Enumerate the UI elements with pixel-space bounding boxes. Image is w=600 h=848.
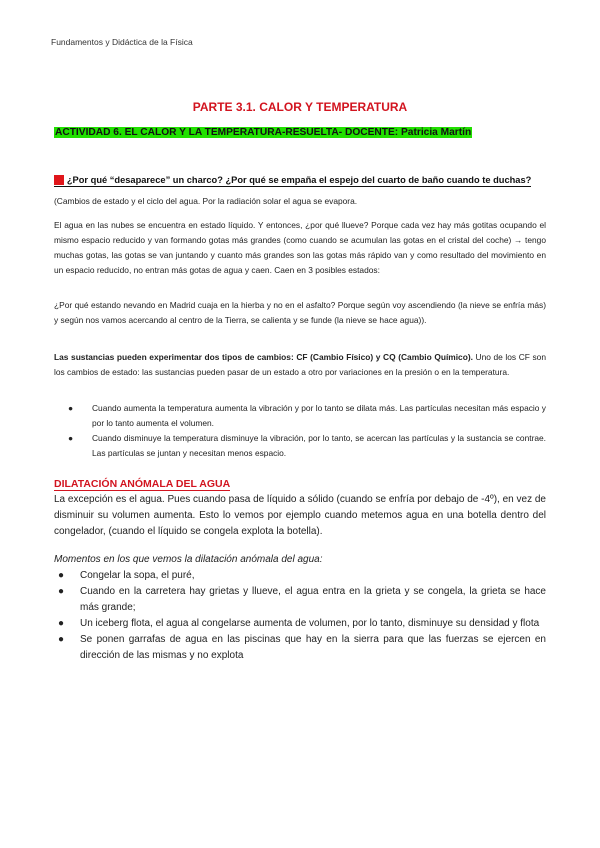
paragraph-changes-rest: Uno de los CF son los cambios de estado: las sustancias pueden pasar de un estado a otro por variaciones en la presión o en la temperatura. — [54, 352, 546, 377]
paragraph-changes-bold: Las sustancias pueden experimentar dos tipos de cambios: CF (Cambio Físico) y CQ (Cambio Químico). — [54, 352, 473, 362]
section-heading: DILATACIÓN ANÓMALA DEL AGUA — [54, 478, 231, 490]
list-item: ● Cuando aumenta la temperatura aumenta la vibración y por lo tanto se dilata más. Las partículas necesitan más espacio y por lo tanto aumenta el volumen. — [68, 403, 546, 428]
paragraph-snow: ¿Por qué estando nevando en Madrid cuaja en la hierba y no en el asfalto? Porque según voy ascendiendo (la nieve se enfría más) y según nos vamos acercando al centro de la Tierra, se calienta y se funde (la nieve se hace agua)). — [54, 300, 546, 325]
paragraph-water-cycle: (Cambios de estado y el ciclo del agua. Por la radiación solar el agua se evapora. — [54, 196, 358, 206]
paragraph-changes — [54, 350, 546, 380]
list-item: ● Congelar la sopa, el puré, — [54, 568, 546, 584]
question-heading — [54, 174, 531, 187]
question-text: ¿Por qué “desaparece” un charco? ¿Por qué se empaña el espejo del cuarto de baño cuando te duchas? — [66, 175, 532, 185]
page-title: PARTE 3.1. CALOR Y TEMPERATURA — [192, 100, 408, 114]
question-marker: a) — [55, 175, 64, 185]
paragraph-rain: El agua en las nubes se encuentra en estado líquido. Y entonces, ¿por qué llueve? Porque cada vez hay más gotitas ocupando el mismo espacio reducido y van formando gotas más grandes (como cuando se acumulan las gotas en el cristal del coche) → tengo muchas gotas, las gotas se van juntando y cuanto más grandes son las gotas más rápido van y como resultado del movimiento en un espacio reducido, no entran más gotas de agua y caen. Caen en 3 posibles estados: — [54, 220, 546, 275]
list-item: ● Cuando disminuye la temperatura disminuye la vibración, por lo tanto, se acercan las partículas y la sustancia se contrae. Las partículas se juntan y necesitan menos espacio. — [68, 433, 546, 458]
bullet-icon: ● — [58, 618, 65, 629]
list-item: ● Se ponen garrafas de agua en las piscinas que hay en la sierra para que las fuerzas se ejercen en dirección de las mismas y no explota — [58, 634, 546, 661]
running-header: Fundamentos y Didáctica de la Física — [51, 37, 193, 47]
list-item: ● Un iceberg flota, el agua al congelarse aumenta de volumen, por lo tanto, disminuye su densidad y flota — [54, 616, 546, 632]
bullet-icon: ● — [68, 433, 74, 443]
section-intro: La excepción es el agua. Pues cuando pasa de líquido a sólido (cuando se enfría por debajo de -4º), en vez de disminuir su volumen aumenta. Esto lo vemos por ejemplo cuando metemos agua en una botella dentro del congelador, (cuando el líquido se congela explota la botella). — [54, 494, 546, 537]
bullet-icon: ● — [58, 634, 65, 645]
bullet-list-moments — [54, 568, 546, 664]
moments-label: Momentos en los que vemos la dilatación anómala del agua: — [54, 554, 323, 565]
activity-heading: ACTIVIDAD 6. EL CALOR Y LA TEMPERATURA-RESUELTA- DOCENTE: Patricia Martín — [55, 127, 472, 138]
bullet-icon: ● — [68, 403, 74, 413]
bullet-list-temperature — [54, 401, 546, 461]
list-item: ● Cuando en la carretera hay grietas y llueve, el agua entra en la grieta y se congela, la grieta se hace más grande; — [58, 586, 546, 613]
bullet-icon: ● — [58, 570, 65, 581]
bullet-icon: ● — [58, 586, 65, 597]
